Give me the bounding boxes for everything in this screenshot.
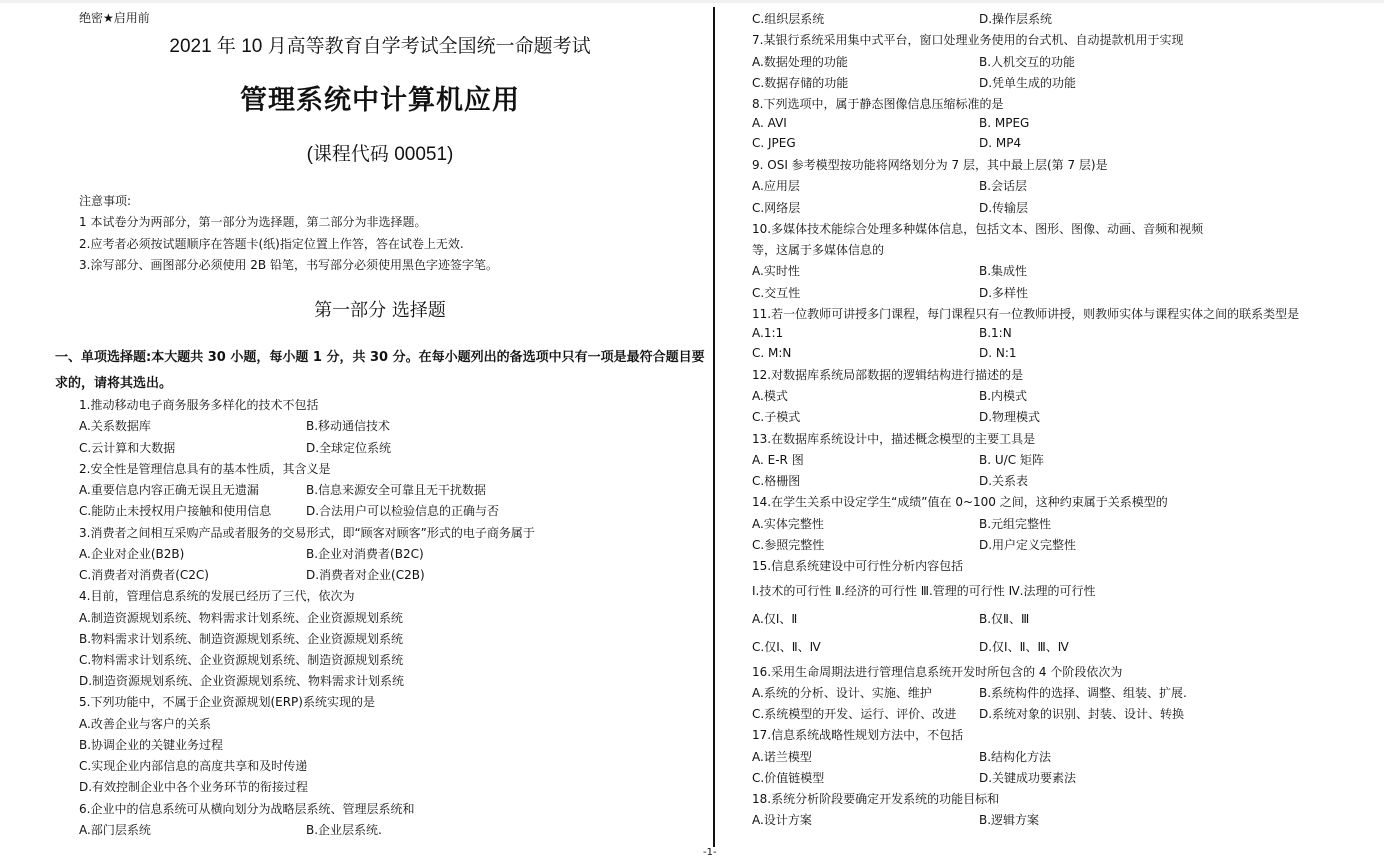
answer-option: A.1:1 bbox=[752, 326, 784, 340]
question-stem: 6.企业中的信息系统可从横向划分为战略层系统、管理层系统和 bbox=[79, 802, 415, 816]
answer-option: D.系统对象的识别、封装、设计、转换 bbox=[979, 707, 1185, 721]
answer-option: C.数据存储的功能 bbox=[752, 76, 849, 90]
answer-option: C.子模式 bbox=[752, 410, 801, 424]
answer-option: A.诺兰模型 bbox=[752, 750, 812, 764]
answer-option: D.合法用户可以检验信息的正确与否 bbox=[306, 504, 500, 518]
answer-option: B.1:N bbox=[979, 326, 1012, 340]
answer-option: A.仅Ⅰ、Ⅱ bbox=[752, 612, 798, 626]
answer-option: A. AVI bbox=[752, 116, 787, 130]
section-heading: 一、单项选择题:本大题共 30 小题，每小题 1 分，共 30 分。在每小题列出的备选项中只有一项是最符合题目要求的，请将其选出。 bbox=[55, 350, 705, 391]
notes-title: 注意事项: bbox=[79, 194, 132, 208]
question-stem: 2.安全性是管理信息具有的基本性质，其含义是 bbox=[79, 462, 331, 476]
question-stem: 11.若一位教师可讲授多门课程，每门课程只有一位教师讲授，则教师实体与课程实体之间的联系类型是 bbox=[752, 307, 1300, 321]
question-stem: 13.在数据库系统设计中，描述概念模型的主要工具是 bbox=[752, 432, 1036, 446]
answer-option: D.凭单生成的功能 bbox=[979, 76, 1077, 90]
answer-option: C. JPEG bbox=[752, 136, 796, 150]
answer-option: C.价值链模型 bbox=[752, 771, 825, 785]
answer-option: A.实体完整性 bbox=[752, 517, 824, 531]
answer-option: B.协调企业的关键业务过程 bbox=[79, 738, 224, 752]
answer-option: B.信息来源安全可靠且无干扰数据 bbox=[306, 483, 487, 497]
answer-option: D.用户定义完整性 bbox=[979, 538, 1077, 552]
answer-option: C.能防止未授权用户接触和使用信息 bbox=[79, 504, 272, 518]
question-stem: 3.消费者之间相互采购产品或者服务的交易形式，即“顾客对顾客”形式的电子商务属于 bbox=[79, 526, 535, 540]
answer-option: C.组织层系统 bbox=[752, 12, 825, 26]
answer-option: D.仅Ⅰ、Ⅱ、Ⅲ、Ⅳ bbox=[979, 640, 1069, 654]
answer-option: C.格栅图 bbox=[752, 474, 801, 488]
answer-option: A.模式 bbox=[752, 389, 788, 403]
answer-option: B.内模式 bbox=[979, 389, 1028, 403]
answer-option: D.有效控制企业中各个业务环节的衔接过程 bbox=[79, 780, 309, 794]
answer-option: A.应用层 bbox=[752, 179, 800, 193]
answer-option: C.云计算和大数据 bbox=[79, 441, 176, 455]
note-item: 3.涂写部分、画图部分必须使用 2B 铅笔，书写部分必须使用黑色字迹签字笔。 bbox=[79, 258, 498, 272]
question-stem: 1.推动移动电子商务服务多样化的技术不包括 bbox=[79, 398, 319, 412]
answer-option: Ⅰ.技术的可行性 Ⅱ.经济的可行性 Ⅲ.管理的可行性 Ⅳ.法理的可行性 bbox=[752, 584, 1096, 598]
answer-option: B.逻辑方案 bbox=[979, 813, 1040, 827]
answer-option: D.关系表 bbox=[979, 474, 1029, 488]
answer-option: C.网络层 bbox=[752, 201, 801, 215]
confidential-mark: 绝密★启用前 bbox=[79, 11, 150, 25]
question-stem: 12.对数据库系统局部数据的逻辑结构进行描述的是 bbox=[752, 368, 1024, 382]
answer-option: 等，这属于多媒体信息的 bbox=[752, 243, 885, 257]
question-stem: 16.采用生命周期法进行管理信息系统开发时所包含的 4 个阶段依次为 bbox=[752, 665, 1123, 679]
answer-option: B.元组完整性 bbox=[979, 517, 1052, 531]
question-stem: 17.信息系统战略性规划方法中，不包括 bbox=[752, 728, 964, 742]
question-stem: 14.在学生关系中设定学生“成绩”值在 0~100 之间，这种约束属于关系模型的 bbox=[752, 495, 1168, 509]
answer-option: C.消费者对消费者(C2C) bbox=[79, 568, 209, 582]
answer-option: C. M:N bbox=[752, 346, 792, 360]
answer-option: C.参照完整性 bbox=[752, 538, 825, 552]
answer-option: B.集成性 bbox=[979, 264, 1028, 278]
answer-option: D.操作层系统 bbox=[979, 12, 1053, 26]
answer-option: A.重要信息内容正确无误且无遗漏 bbox=[79, 483, 259, 497]
page-number: -1- bbox=[703, 847, 717, 858]
exam-title: 2021 年 10 月高等教育自学考试全国统一命题考试 bbox=[169, 36, 591, 57]
question-stem: 8.下列选项中，属于静态图像信息压缩标准的是 bbox=[752, 97, 1004, 111]
question-stem: 18.系统分析阶段要确定开发系统的功能目标和 bbox=[752, 792, 1000, 806]
answer-option: B.企业对消费者(B2C) bbox=[306, 547, 424, 561]
column-divider bbox=[713, 7, 715, 847]
note-item: 2.应考者必须按试题顺序在答题卡(纸)指定位置上作答，答在试卷上无效. bbox=[79, 237, 464, 251]
answer-option: D.关键成功要素法 bbox=[979, 771, 1077, 785]
question-stem: 15.信息系统建设中可行性分析内容包括 bbox=[752, 559, 964, 573]
subject-title: 管理系统中计算机应用 bbox=[240, 85, 520, 116]
question-stem: 5.下列功能中，不属于企业资源规划(ERP)系统实现的是 bbox=[79, 695, 375, 709]
answer-option: C.物料需求计划系统、企业资源规划系统、制造资源规划系统 bbox=[79, 653, 404, 667]
answer-option: D.消费者对企业(C2B) bbox=[306, 568, 425, 582]
course-code: (课程代码 00051) bbox=[306, 144, 454, 165]
answer-option: A.改善企业与客户的关系 bbox=[79, 717, 211, 731]
answer-option: D.制造资源规划系统、企业资源规划系统、物料需求计划系统 bbox=[79, 674, 405, 688]
answer-option: C.系统模型的开发、运行、评价、改进 bbox=[752, 707, 957, 721]
answer-option: A.关系数据库 bbox=[79, 419, 151, 433]
note-item: 1 本试卷分为两部分，第一部分为选择题，第二部分为非选择题。 bbox=[79, 215, 427, 229]
answer-option: B.企业层系统. bbox=[306, 823, 382, 837]
answer-option: A.企业对企业(B2B) bbox=[79, 547, 185, 561]
answer-option: A. E-R 图 bbox=[752, 453, 804, 467]
answer-option: A.设计方案 bbox=[752, 813, 812, 827]
answer-option: A.制造资源规划系统、物料需求计划系统、企业资源规划系统 bbox=[79, 611, 403, 625]
answer-option: B. U/C 矩阵 bbox=[979, 453, 1044, 467]
answer-option: B.仅Ⅱ、Ⅲ bbox=[979, 612, 1030, 626]
answer-option: D. N:1 bbox=[979, 346, 1017, 360]
part-title: 第一部分 选择题 bbox=[314, 300, 446, 321]
answer-option: D.全球定位系统 bbox=[306, 441, 392, 455]
answer-option: B.会话层 bbox=[979, 179, 1028, 193]
answer-option: C.交互性 bbox=[752, 286, 801, 300]
answer-option: B. MPEG bbox=[979, 116, 1030, 130]
answer-option: B.系统构件的选择、调整、组装、扩展. bbox=[979, 686, 1187, 700]
answer-option: D. MP4 bbox=[979, 136, 1022, 150]
question-stem: 9. OSI 参考模型按功能将网络划分为 7 层，其中最上层(第 7 层)是 bbox=[752, 158, 1108, 172]
answer-option: A.系统的分析、设计、实施、维护 bbox=[752, 686, 932, 700]
answer-option: A.实时性 bbox=[752, 264, 800, 278]
answer-option: C.实现企业内部信息的高度共享和及时传递 bbox=[79, 759, 308, 773]
question-stem: 7.某银行系统采用集中式平台，窗口处理业务使用的台式机、自动提款机用于实现 bbox=[752, 33, 1184, 47]
answer-option: D.传输层 bbox=[979, 201, 1029, 215]
answer-option: B.结构化方法 bbox=[979, 750, 1052, 764]
answer-option: A.部门层系统 bbox=[79, 823, 151, 837]
top-edge bbox=[0, 0, 1384, 3]
answer-option: B.移动通信技术 bbox=[306, 419, 391, 433]
question-stem: 10.多媒体技术能综合处理多种媒体信息，包括文本、图形、图像、动画、音频和视频 bbox=[752, 222, 1204, 236]
answer-option: D.物理模式 bbox=[979, 410, 1041, 424]
answer-option: A.数据处理的功能 bbox=[752, 55, 848, 69]
answer-option: C.仅Ⅰ、Ⅱ、Ⅳ bbox=[752, 640, 821, 654]
answer-option: B.物料需求计划系统、制造资源规划系统、企业资源规划系统 bbox=[79, 632, 404, 646]
answer-option: B.人机交互的功能 bbox=[979, 55, 1076, 69]
answer-option: D.多样性 bbox=[979, 286, 1029, 300]
question-stem: 4.目前，管理信息系统的发展已经历了三代，依次为 bbox=[79, 589, 355, 603]
